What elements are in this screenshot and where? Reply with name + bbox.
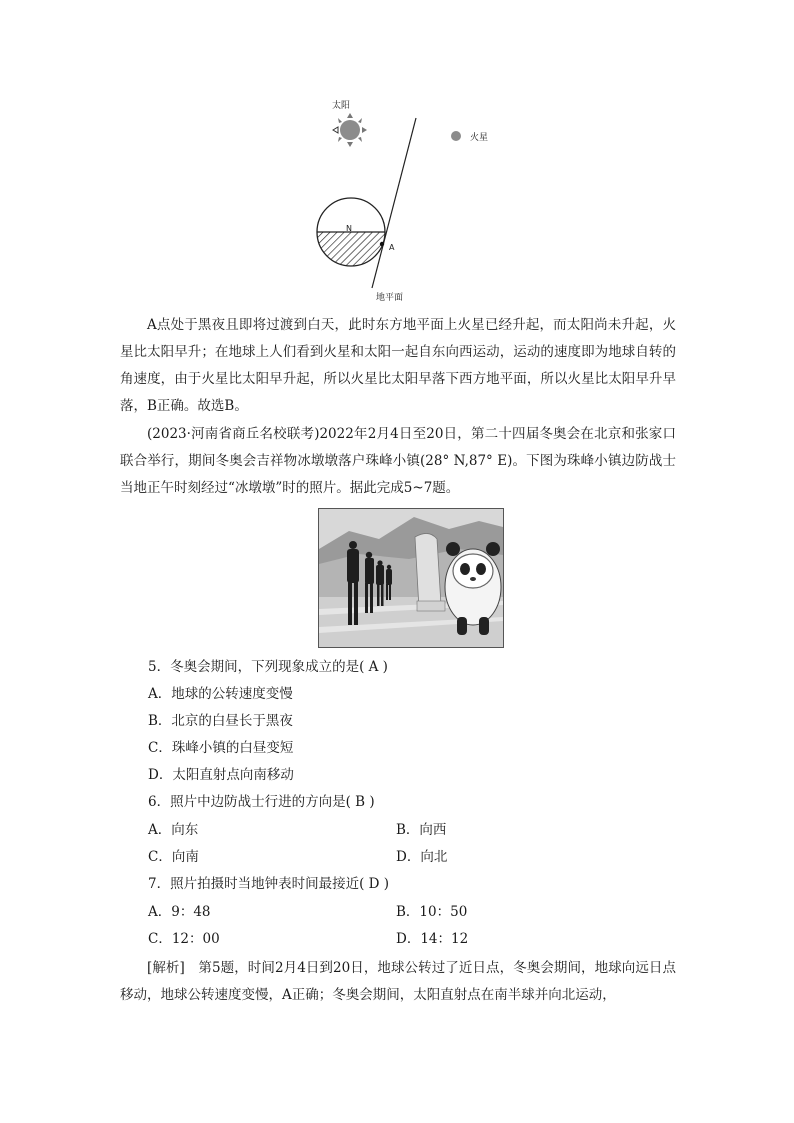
analysis-paragraph: [解析] 第5题，时间2月4日到20日，地球公转过了近日点，冬奥会期间，地球向远日点移动，地球公转速度变慢，A正确；冬奥会期间，太阳直射点在南半球并向北运动，	[120, 960, 676, 1003]
question-6-option-b: B．向西	[396, 822, 447, 838]
question-7-option-d: D．14：12	[396, 931, 469, 947]
intro-paragraph: (2023·河南省商丘名校联考)2022年2月4日至20日，第二十四届冬奥会在北京和张家口联合举行，期间冬奥会吉祥物冰墩墩落户珠峰小镇(28° N,87° E)。下图为珠峰小镇边防战士当地正午时刻经过“冰墩墩”时的照片。据此完成5~7题。	[120, 426, 676, 496]
mars-icon	[451, 131, 461, 141]
diagram-svg	[300, 92, 520, 307]
question-7-stem: 7．照片拍摄时当地钟表时间最接近( D )	[148, 876, 390, 892]
mars-label: 火星	[470, 133, 489, 143]
explanation-paragraph: A点处于黑夜且即将过渡到白天，此时东方地平面上火星已经升起，而太阳尚未升起，火星比太阳早升；在地球上人们看到火星和太阳一起自东向西运动，运动的速度即为地球自转的角速度，由于火星比太阳早升起，所以火星比太阳早落下西方地平面，所以火星比太阳早升早落，B正确。故选B。	[120, 317, 676, 414]
sun-mars-horizon-diagram	[300, 92, 520, 307]
point-a-label: A	[389, 243, 395, 252]
question-5-option-a: A．地球的公转速度变慢	[148, 686, 293, 702]
north-label: N	[346, 224, 352, 233]
question-5-stem: 5．冬奥会期间，下列现象成立的是( A )	[148, 659, 388, 675]
question-7-option-a: A．9：48	[148, 904, 211, 920]
question-6-option-c: C．向南	[148, 849, 199, 865]
sun-label: 太阳	[332, 101, 351, 111]
border-soldiers-photo	[318, 508, 504, 648]
question-6-option-d: D．向北	[396, 849, 448, 865]
question-7-option-c: C．12：00	[148, 931, 220, 947]
question-5-option-d: D．太阳直射点向南移动	[148, 767, 294, 783]
point-a-marker	[380, 242, 384, 246]
question-5-option-b: B．北京的白昼长于黑夜	[148, 713, 293, 729]
horizon-label: 地平面	[376, 293, 404, 303]
question-7-option-b: B．10：50	[396, 904, 468, 920]
question-5-option-c: C．珠峰小镇的白昼变短	[148, 740, 294, 756]
sun-icon	[333, 113, 367, 147]
photo-illustration	[319, 509, 503, 647]
question-6-option-a: A．向东	[148, 822, 199, 838]
horizon-line	[372, 118, 416, 288]
question-6-stem: 6．照片中边防战士行进的方向是( B )	[148, 794, 375, 810]
